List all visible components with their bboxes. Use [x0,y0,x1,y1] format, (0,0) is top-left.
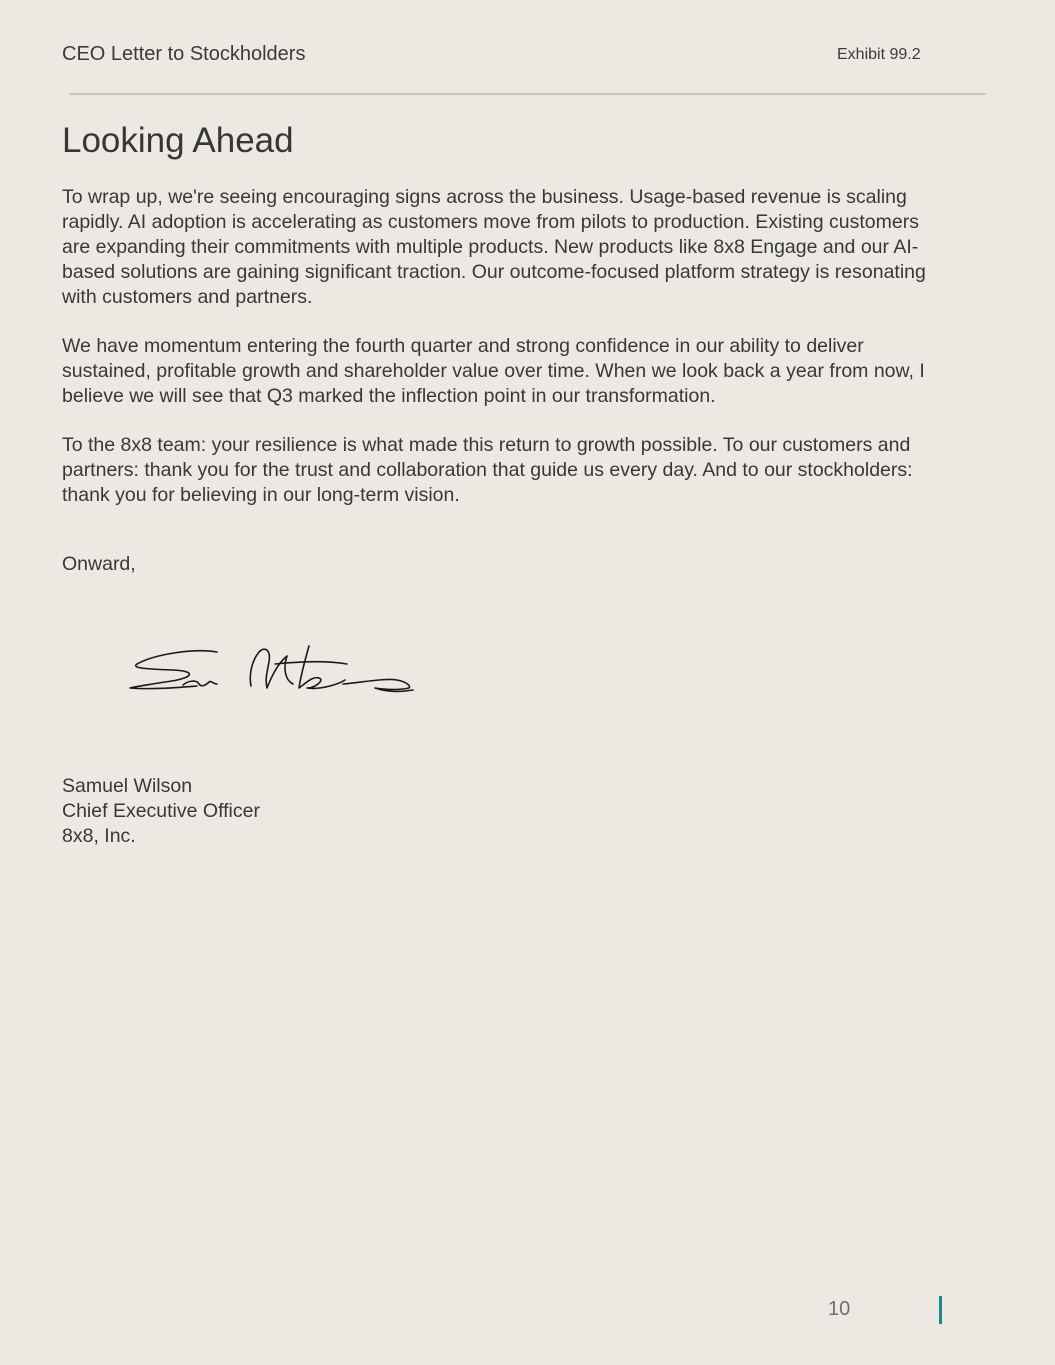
header-divider [69,93,986,95]
section-heading: Looking Ahead [62,121,294,160]
page-number: 10 [828,1298,851,1320]
exhibit-label: Exhibit 99.2 [837,46,921,63]
signatory-title: Chief Executive Officer [62,800,260,822]
signature-image [125,640,420,700]
closing-salutation: Onward, [62,553,136,575]
paragraph-momentum: We have momentum entering the fourth quarter and strong confidence in our ability to deliver sustained, profitable growth and shareholder value over time. When we look back a year from now, I believe we will see that Q3 marked the inflection point in our transformation. [62,335,925,407]
page-accent-bar [939,1296,942,1324]
signature-block [62,774,260,849]
document-title: CEO Letter to Stockholders [62,43,306,65]
signatory-company: 8x8, Inc. [62,825,136,847]
paragraph-thanks: To the 8x8 team: your resilience is what made this return to growth possible. To our customers and partners: thank you for the trust and collaboration that guide us every day. And to our stockholders: thank you for believing in our long-term vision. [62,434,913,506]
signatory-name: Samuel Wilson [62,775,193,797]
paragraph-wrap-up: To wrap up, we're seeing encouraging signs across the business. Usage-based revenue is scaling rapidly. AI adoption is accelerating as customers move from pilots to production. Existing customers are expanding their commitments with multiple products. New products like 8x8 Engage and our AI-based solutions are gaining significant traction. Our outcome-focused platform strategy is resonating with customers and partners. [62,186,926,308]
